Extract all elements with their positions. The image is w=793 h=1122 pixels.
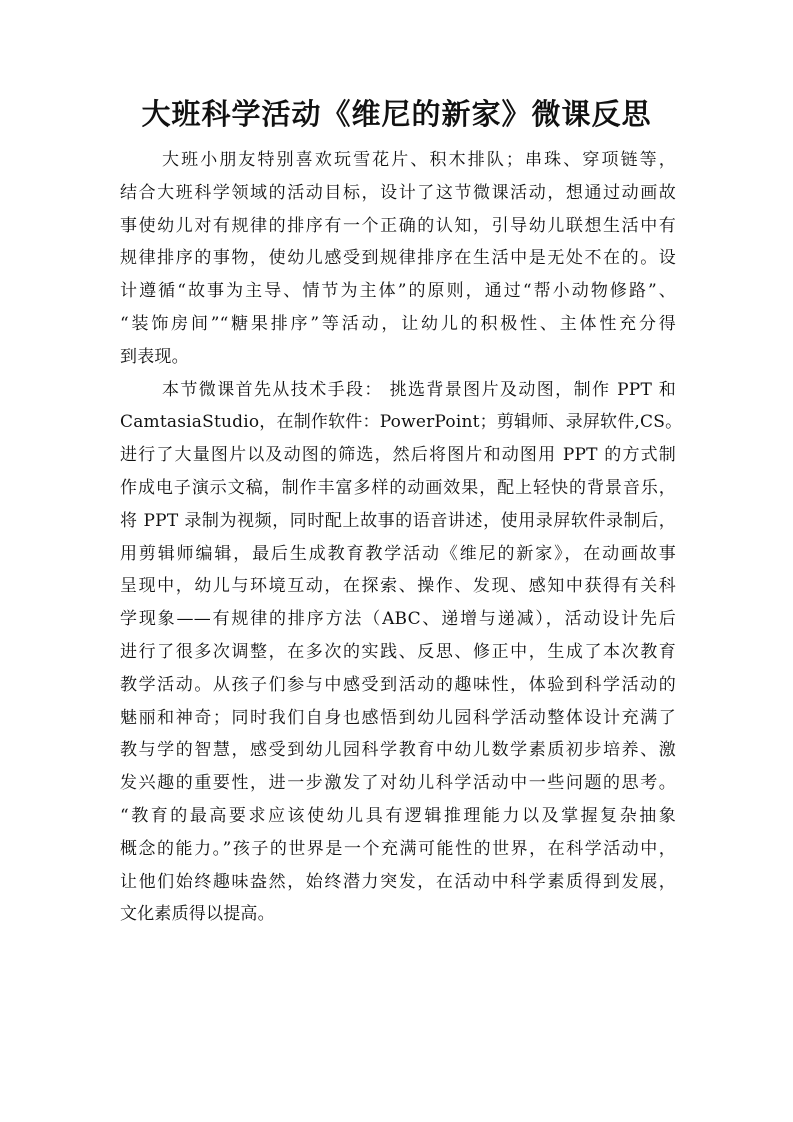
text-line: 计遵循“故事为主导、情节为主体”的原则，通过“帮小动物修路”、 (120, 281, 676, 302)
text-line: 进行了很多次调整，在多次的实践、反思、修正中，生成了本次教育 (120, 641, 676, 662)
text-line: 魅丽和神奇；同时我们自身也感悟到幼儿园科学活动整体设计充满了 (120, 707, 676, 728)
text-line: 进行了大量图片以及动图的筛选，然后将图片和动图用 PPT 的方式制 (120, 445, 676, 466)
text-line: 大班小朋友特别喜欢玩雪花片、积木排队；串珠、穿项链等， (162, 150, 676, 170)
text-line: 文化素质得以提高。 (120, 904, 275, 925)
text-line: 结合大班科学领域的活动目标，设计了这节微课活动，想通过动画故 (120, 182, 676, 203)
text-line: 用剪辑师编辑，最后生成教育教学活动《维尼的新家》，在动画故事 (120, 543, 676, 564)
document-body (120, 144, 683, 931)
page-title: 大班科学活动《维尼的新家》微课反思 (141, 97, 652, 131)
text-line: 概念的能力。”孩子的世界是一个充满可能性的世界，在科学活动中， (120, 838, 676, 859)
text-line: 呈现中，幼儿与环境互动，在探索、操作、发现、感知中获得有关科 (120, 576, 676, 597)
text-line: 规律排序的事物，使幼儿感受到规律排序在生活中是无处不在的。设 (120, 248, 676, 269)
text-line: 作成电子演示文稿，制作丰富多样的动画效果，配上轻快的背景音乐， (120, 477, 676, 498)
text-line: 到表现。 (120, 346, 189, 367)
text-line: “教育的最高要求应该使幼儿具有逻辑推理能力以及掌握复杂抽象 (120, 805, 676, 826)
text-line: CamtasiaStudio，在制作软件：PowerPoint；剪辑师、录屏软件,CS。 (120, 412, 683, 433)
text-line: “装饰房间”“糖果排序”等活动，让幼儿的积极性、主体性充分得 (120, 313, 676, 334)
text-line: 让他们始终趣味盎然，始终潜力突发，在活动中科学素质得到发展， (120, 871, 676, 892)
text-line: 教与学的智慧，感受到幼儿园科学教育中幼儿数学素质初步培养、激 (120, 740, 676, 761)
text-line: 发兴趣的重要性，进一步激发了对幼儿科学活动中一些问题的思考。 (120, 773, 676, 794)
text-line: 将 PPT 录制为视频，同时配上故事的语音讲述，使用录屏软件录制后， (120, 510, 676, 531)
text-line: 教学活动。从孩子们参与中感受到活动的趣味性，体验到科学活动的 (120, 674, 676, 695)
text-line: 学现象——有规律的排序方法（ABC、递增与递减），活动设计先后 (120, 609, 676, 630)
text-line: 事使幼儿对有规律的排序有一个正确的认知，引导幼儿联想生活中有 (120, 215, 676, 236)
text-line: 本节微课首先从技术手段： 挑选背景图片及动图，制作 PPT 和 (162, 379, 676, 400)
